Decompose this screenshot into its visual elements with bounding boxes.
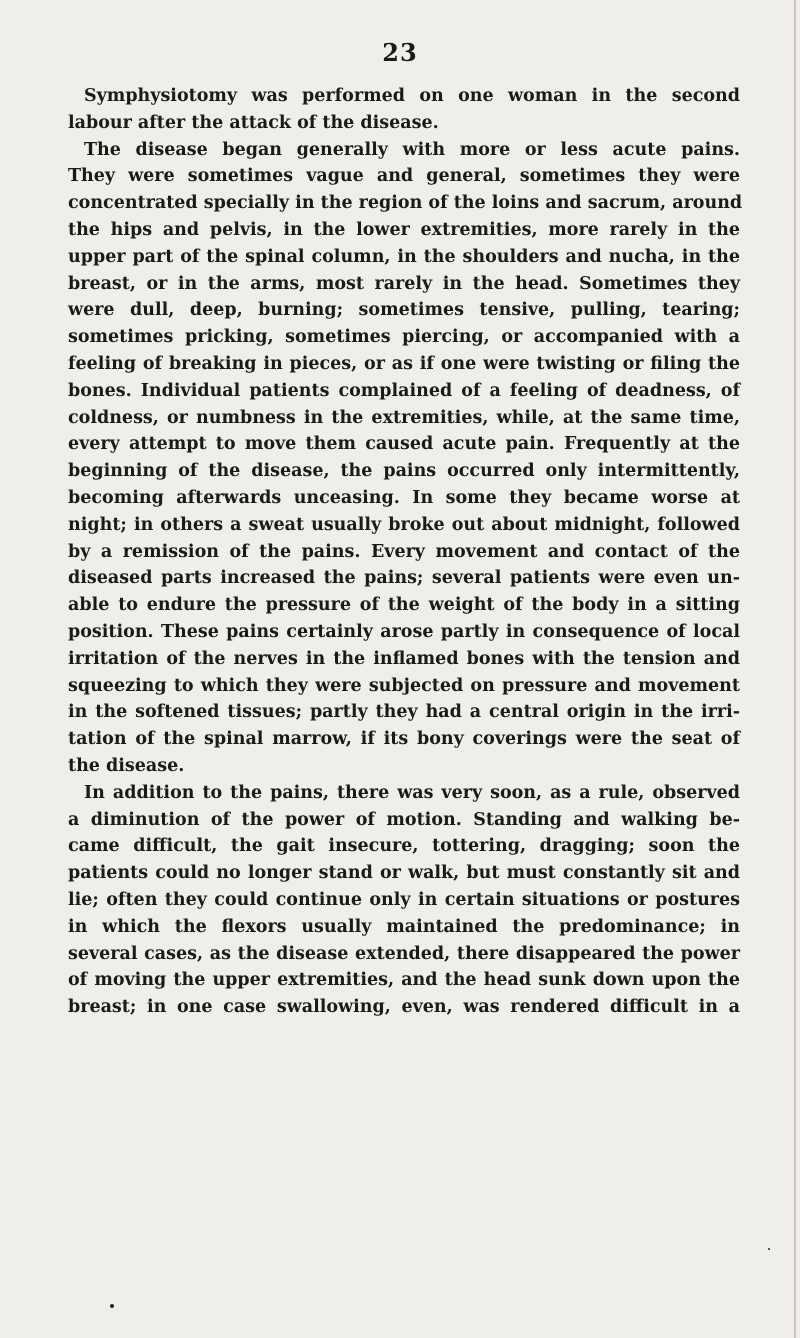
text-line: breast, or in the arms, most rarely in the head. Sometimes they [68, 273, 740, 294]
text-line: patients could no longer stand or walk, but must constantly sit and [68, 863, 740, 884]
text-line: becoming afterwards unceasing. In some they became worse at [68, 487, 740, 508]
text-line: able to endure the pressure of the weight of the body in a sitting [68, 595, 740, 616]
text-line: beginning of the disease, the pains occurred only intermittently, [68, 461, 740, 482]
text-line: position. These pains certainly arose partly in consequence of local [68, 621, 740, 642]
text-line: in which the flexors usually maintained the predominance; in [68, 916, 740, 937]
body-text [68, 83, 743, 1021]
text-line: upper part of the spinal column, in the shoulders and nucha, in the [68, 246, 740, 267]
page-edge [794, 0, 796, 1338]
text-line: concentrated specially in the region of the loins and sacrum, around [68, 193, 743, 214]
text-line: bones. Individual patients complained of a feeling of deadness, of [68, 380, 740, 401]
paragraph-1 [68, 83, 740, 137]
text-line: were dull, deep, burning; sometimes tensive, pulling, tearing; [68, 300, 740, 321]
text-line: irritation of the nerves in the inflamed bones with the tension and [68, 648, 740, 669]
text-line: of moving the upper extremities, and the head sunk down upon the [68, 970, 740, 991]
text-line: several cases, as the disease extended, there disappeared the power [68, 943, 740, 964]
paragraph-3 [68, 780, 740, 1021]
print-speck [110, 1304, 114, 1308]
text-line: sometimes pricking, sometimes piercing, or accompanied with a [68, 327, 740, 348]
text-line: diseased parts increased the pains; several patients were even un- [68, 568, 740, 589]
text-line: breast; in one case swallowing, even, was rendered difficult in a [68, 997, 740, 1018]
text-line: the disease. [68, 755, 185, 776]
text-line: a diminution of the power of motion. Standing and walking be- [68, 809, 740, 830]
text-line: lie; often they could continue only in certain situations or postures [68, 889, 740, 910]
text-line: squeezing to which they were subjected on pressure and movement [68, 675, 740, 696]
text-line: Symphysiotomy was performed on one woman in the second [84, 86, 740, 106]
text-line: tation of the spinal marrow, if its bony coverings were the seat of [68, 729, 740, 750]
text-line: the hips and pelvis, in the lower extremities, more rarely in the [68, 219, 740, 240]
paragraph-2 [68, 137, 743, 780]
text-line: The disease began generally with more or less acute pains. [84, 139, 740, 160]
page-number: 23 [382, 38, 418, 67]
text-line: coldness, or numbness in the extremities, while, at the same time, [68, 407, 740, 428]
text-line: labour after the attack of the disease. [68, 112, 439, 133]
text-line: in the softened tissues; partly they had a central origin in the irri- [68, 702, 740, 723]
text-line: In addition to the pains, there was very soon, as a rule, observed [84, 782, 740, 803]
text-line: night; in others a sweat usually broke out about midnight, followed [68, 514, 740, 535]
text-line: every attempt to move them caused acute pain. Frequently at the [68, 434, 740, 455]
text-line: by a remission of the pains. Every movement and contact of the [68, 541, 740, 562]
text-line: feeling of breaking in pieces, or as if one were twisting or filing the [68, 353, 740, 374]
text-line: came difficult, the gait insecure, tottering, dragging; soon the [68, 836, 740, 857]
print-speck [768, 1248, 770, 1250]
text-line: They were sometimes vague and general, sometimes they were [68, 166, 740, 187]
